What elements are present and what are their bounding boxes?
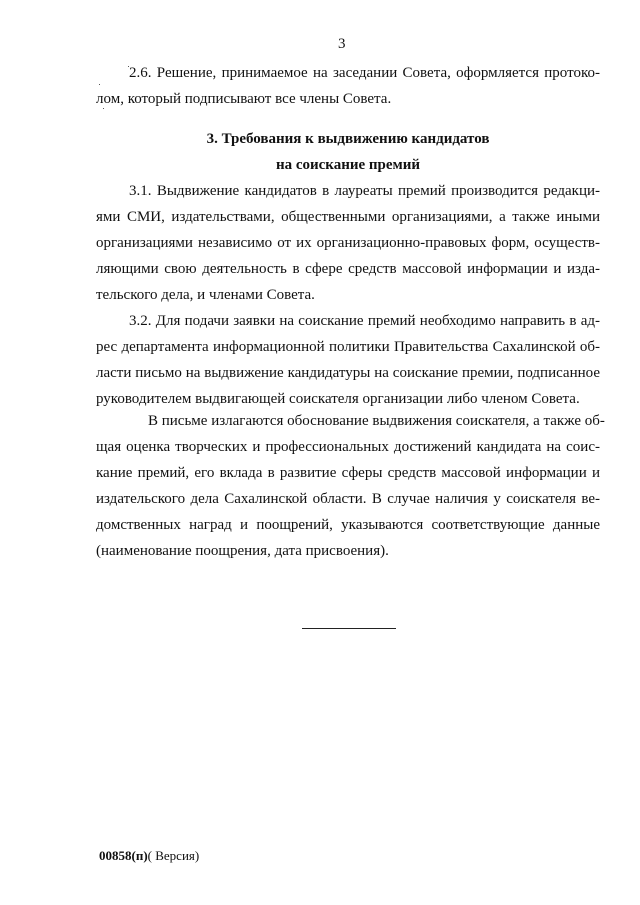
paragraph-line: издательского дела Сахалинской области. В случае наличия у соискателя ве-	[96, 491, 600, 507]
section-3-heading-line-2: на соискание премий	[275, 157, 421, 173]
paragraph-line: 3.1. Выдвижение кандидатов в лауреаты премий производится редакци-	[129, 183, 600, 199]
paragraph-line: домственных наград и поощрений, указываются соответствующие данные	[96, 517, 600, 533]
paragraph-line: щая оценка творческих и профессиональных достижений кандидата на соис-	[96, 439, 600, 455]
paragraph-line: организациями независимо от их организационно-правовых форм, осуществ-	[96, 235, 600, 251]
paragraph-line: В письме излагаются обоснование выдвижения соискателя, а также об-	[148, 413, 605, 429]
paragraph-line: рес департамента информационной политики Правительства Сахалинской об-	[96, 339, 600, 355]
paragraph-line: руководителем выдвигающей соискателя организации либо членом Совета.	[96, 391, 580, 407]
clause-3-2-paragraph	[96, 308, 600, 412]
document-code: 00858(п)	[99, 848, 148, 863]
clause-2-6-paragraph	[96, 60, 600, 112]
section-3-heading-line-1: 3. Требования к выдвижению кандидатов	[206, 131, 490, 147]
paragraph-line: лом, который подписывают все члены Совета.	[96, 91, 392, 107]
document-version: ( Версия)	[147, 848, 200, 863]
letter-content-paragraph	[96, 408, 605, 564]
end-separator-line	[302, 628, 396, 629]
scan-speck	[128, 66, 129, 67]
paragraph-line: ями СМИ, издательствами, общественными организациями, а также иными	[96, 209, 600, 225]
paragraph-line: ласти письмо на выдвижение кандидатуры на соискание премии, подписанное	[96, 365, 600, 381]
clause-3-1-paragraph	[96, 178, 600, 308]
paragraph-line: тельского дела, и членами Совета.	[96, 287, 315, 303]
scan-speck	[99, 84, 100, 85]
scan-speck	[103, 108, 104, 109]
paragraph-line: ляющими свою деятельность в сфере средств массовой информации и изда-	[96, 261, 600, 277]
paragraph-line: кание премий, его вклада в развитие сферы средств массовой информации и	[96, 465, 600, 481]
document-code-footer	[99, 848, 199, 864]
page-number: 3	[338, 36, 346, 52]
paragraph-line: 2.6. Решение, принимаемое на заседании Совета, оформляется протоко-	[129, 65, 600, 81]
paragraph-line: (наименование поощрения, дата присвоения).	[96, 543, 389, 559]
paragraph-line: 3.2. Для подачи заявки на соискание премий необходимо направить в ад-	[129, 313, 600, 329]
